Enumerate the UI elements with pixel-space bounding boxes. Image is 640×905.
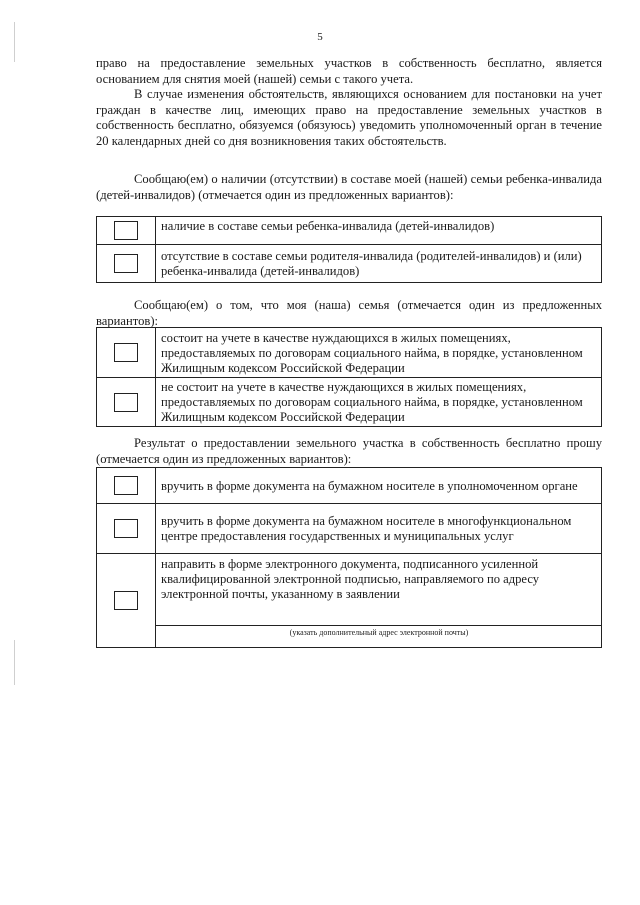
- receive-in-mfc-checkbox[interactable]: [114, 519, 138, 538]
- left-margin-mark: [14, 640, 15, 685]
- result-intro: Результат о предоставлении земельного участка в собственность бесплатно прошу (отмечается один из предложенных вариантов):: [96, 436, 602, 466]
- has-disabled-child-checkbox[interactable]: [114, 221, 138, 240]
- option-row: [97, 245, 602, 283]
- option-label: направить в форме электронного документа, подписанного усиленной квалифицированной электронной подписью, направляемого по адресу электронной почты, указанному в заявлении: [156, 554, 602, 626]
- option-label: вручить в форме документа на бумажном носителе в многофункциональном центре предоставления государственных и муниципальных услуг: [156, 504, 602, 554]
- housing-options-table: [96, 327, 602, 427]
- email-field-row: [97, 626, 602, 648]
- option-label: не состоит на учете в качестве нуждающихся в жилых помещениях, предоставляемых по договорам социального найма, в порядке, установленном Жилищным кодексом Российской Федерации: [156, 378, 602, 427]
- option-row: [97, 378, 602, 427]
- housing-intro: Сообщаю(ем) о том, что моя (наша) семья (отмечается один из предложенных вариантов):: [96, 298, 602, 328]
- option-label: вручить в форме документа на бумажном носителе в уполномоченном органе: [156, 468, 602, 504]
- page-number: 5: [317, 31, 323, 43]
- intro-paragraph-2: В случае изменения обстоятельств, являющихся основанием для постановки на учет граждан в качестве лиц, имеющих право на предоставление земельных участков в собственность бесплатно, обязуемся (обязуюсь) уведомить уполномоченный орган в течение 20 календарных дней со дня возникновения таких обстоятельств.: [96, 87, 602, 148]
- on-housing-list-checkbox[interactable]: [114, 343, 138, 362]
- option-label: наличие в составе семьи ребенка-инвалида (детей-инвалидов): [156, 217, 602, 245]
- option-label: отсутствие в составе семьи родителя-инвалида (родителей-инвалидов) и (или) ребенка-инвалида (детей-инвалидов): [156, 245, 602, 283]
- email-field-caption: (указать дополнительный адрес электронной почты): [289, 628, 469, 637]
- not-on-housing-list-checkbox[interactable]: [114, 393, 138, 412]
- disabled-child-options-table: [96, 216, 602, 283]
- option-row: [97, 328, 602, 378]
- option-row: [97, 554, 602, 626]
- send-electronic-checkbox[interactable]: [114, 591, 138, 610]
- result-options-table: [96, 467, 602, 648]
- no-disabled-child-checkbox[interactable]: [114, 254, 138, 273]
- option-row: [97, 217, 602, 245]
- disabled-child-intro: Сообщаю(ем) о наличии (отсутствии) в составе моей (нашей) семьи ребенка-инвалида (детей-инвалидов) (отмечается один из предложенных вариантов):: [96, 172, 602, 202]
- email-field[interactable]: [156, 626, 602, 648]
- receive-in-authority-checkbox[interactable]: [114, 476, 138, 495]
- option-label: состоит на учете в качестве нуждающихся в жилых помещениях, предоставляемых по договорам социального найма, в порядке, установленном Жилищным кодексом Российской Федерации: [156, 328, 602, 378]
- option-row: [97, 468, 602, 504]
- option-row: [97, 504, 602, 554]
- intro-paragraph-1: право на предоставление земельных участков в собственность бесплатно, является основанием для снятия моей (нашей) семьи с такого учета.: [96, 56, 602, 86]
